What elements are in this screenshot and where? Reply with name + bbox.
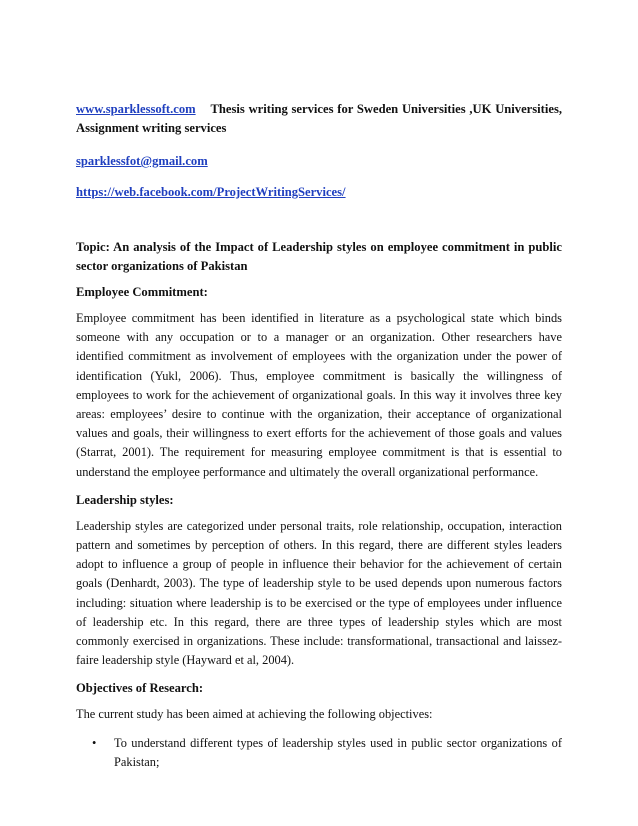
section-heading-objectives: Objectives of Research: xyxy=(76,681,204,696)
facebook-line xyxy=(76,183,562,202)
section-heading-commitment: Employee Commitment: xyxy=(76,285,208,299)
topic-heading: Topic: An analysis of the Impact of Leadership styles on employee commitment in public sector organizations of Pakistan xyxy=(76,240,562,273)
email-link[interactable]: sparklessfot@gmail.com xyxy=(76,154,208,168)
header-line xyxy=(76,100,562,138)
paragraph-commitment: Employee commitment has been identified in literature as a psychological state which binds someone with any occupation or to a manager or an organization. Other researchers have identified commitment as involvement of employees with the organization under the power of identification (Yukl, 2006). Thus, employee commitment is basically the willingness of employees to work for the achievement of organizational goals. In this way it involves three key areas: employees’ desire to continue with the organization, their acceptance of organizational values and goals, their willingness to exert efforts for the achievement of those goals and values (Starrat, 2001). The requirement for measuring employee commitment is that is essential to understand the employee performance and ultimately the overall organizational performance. xyxy=(76,311,562,479)
email-line xyxy=(76,152,562,171)
paragraph-objectives-intro: The current study has been aimed at achieving the following objectives: xyxy=(76,707,433,722)
spacer xyxy=(76,214,562,238)
list-item-text: To understand different types of leadership styles used in public sector organizations of Pakistan; xyxy=(114,735,562,769)
facebook-link[interactable]: https://web.facebook.com/ProjectWritingServices/ xyxy=(76,185,346,199)
objectives-list xyxy=(76,734,562,772)
header-tagline: Thesis writing services for Sweden Universities ,UK Universities, Assignment writing services xyxy=(76,102,562,135)
section-heading-leadership: Leadership styles: xyxy=(76,492,174,507)
list-item xyxy=(92,734,562,772)
paragraph-leadership: Leadership styles are categorized under personal traits, role relationship, occupation, interaction pattern and sometimes by perception of others. In this regard, there are different styles leaders adopt to influence a group of people in influence their behavior for the achievement of certain goals (Denhardt, 2003). The type of leadership style to be used depends upon numerous factors including: situation where leadership is to be exercised or the type of employees under influence of leadership etc. In this regard, there are three types of leadership styles which are most commonly exercised in organizations. These include: transformational, transactional and laissez-faire leadership style (Hayward et al, 2004). xyxy=(76,518,562,668)
bullet-icon: • xyxy=(92,735,97,750)
site-link[interactable]: www.sparklessoft.com xyxy=(76,102,196,116)
